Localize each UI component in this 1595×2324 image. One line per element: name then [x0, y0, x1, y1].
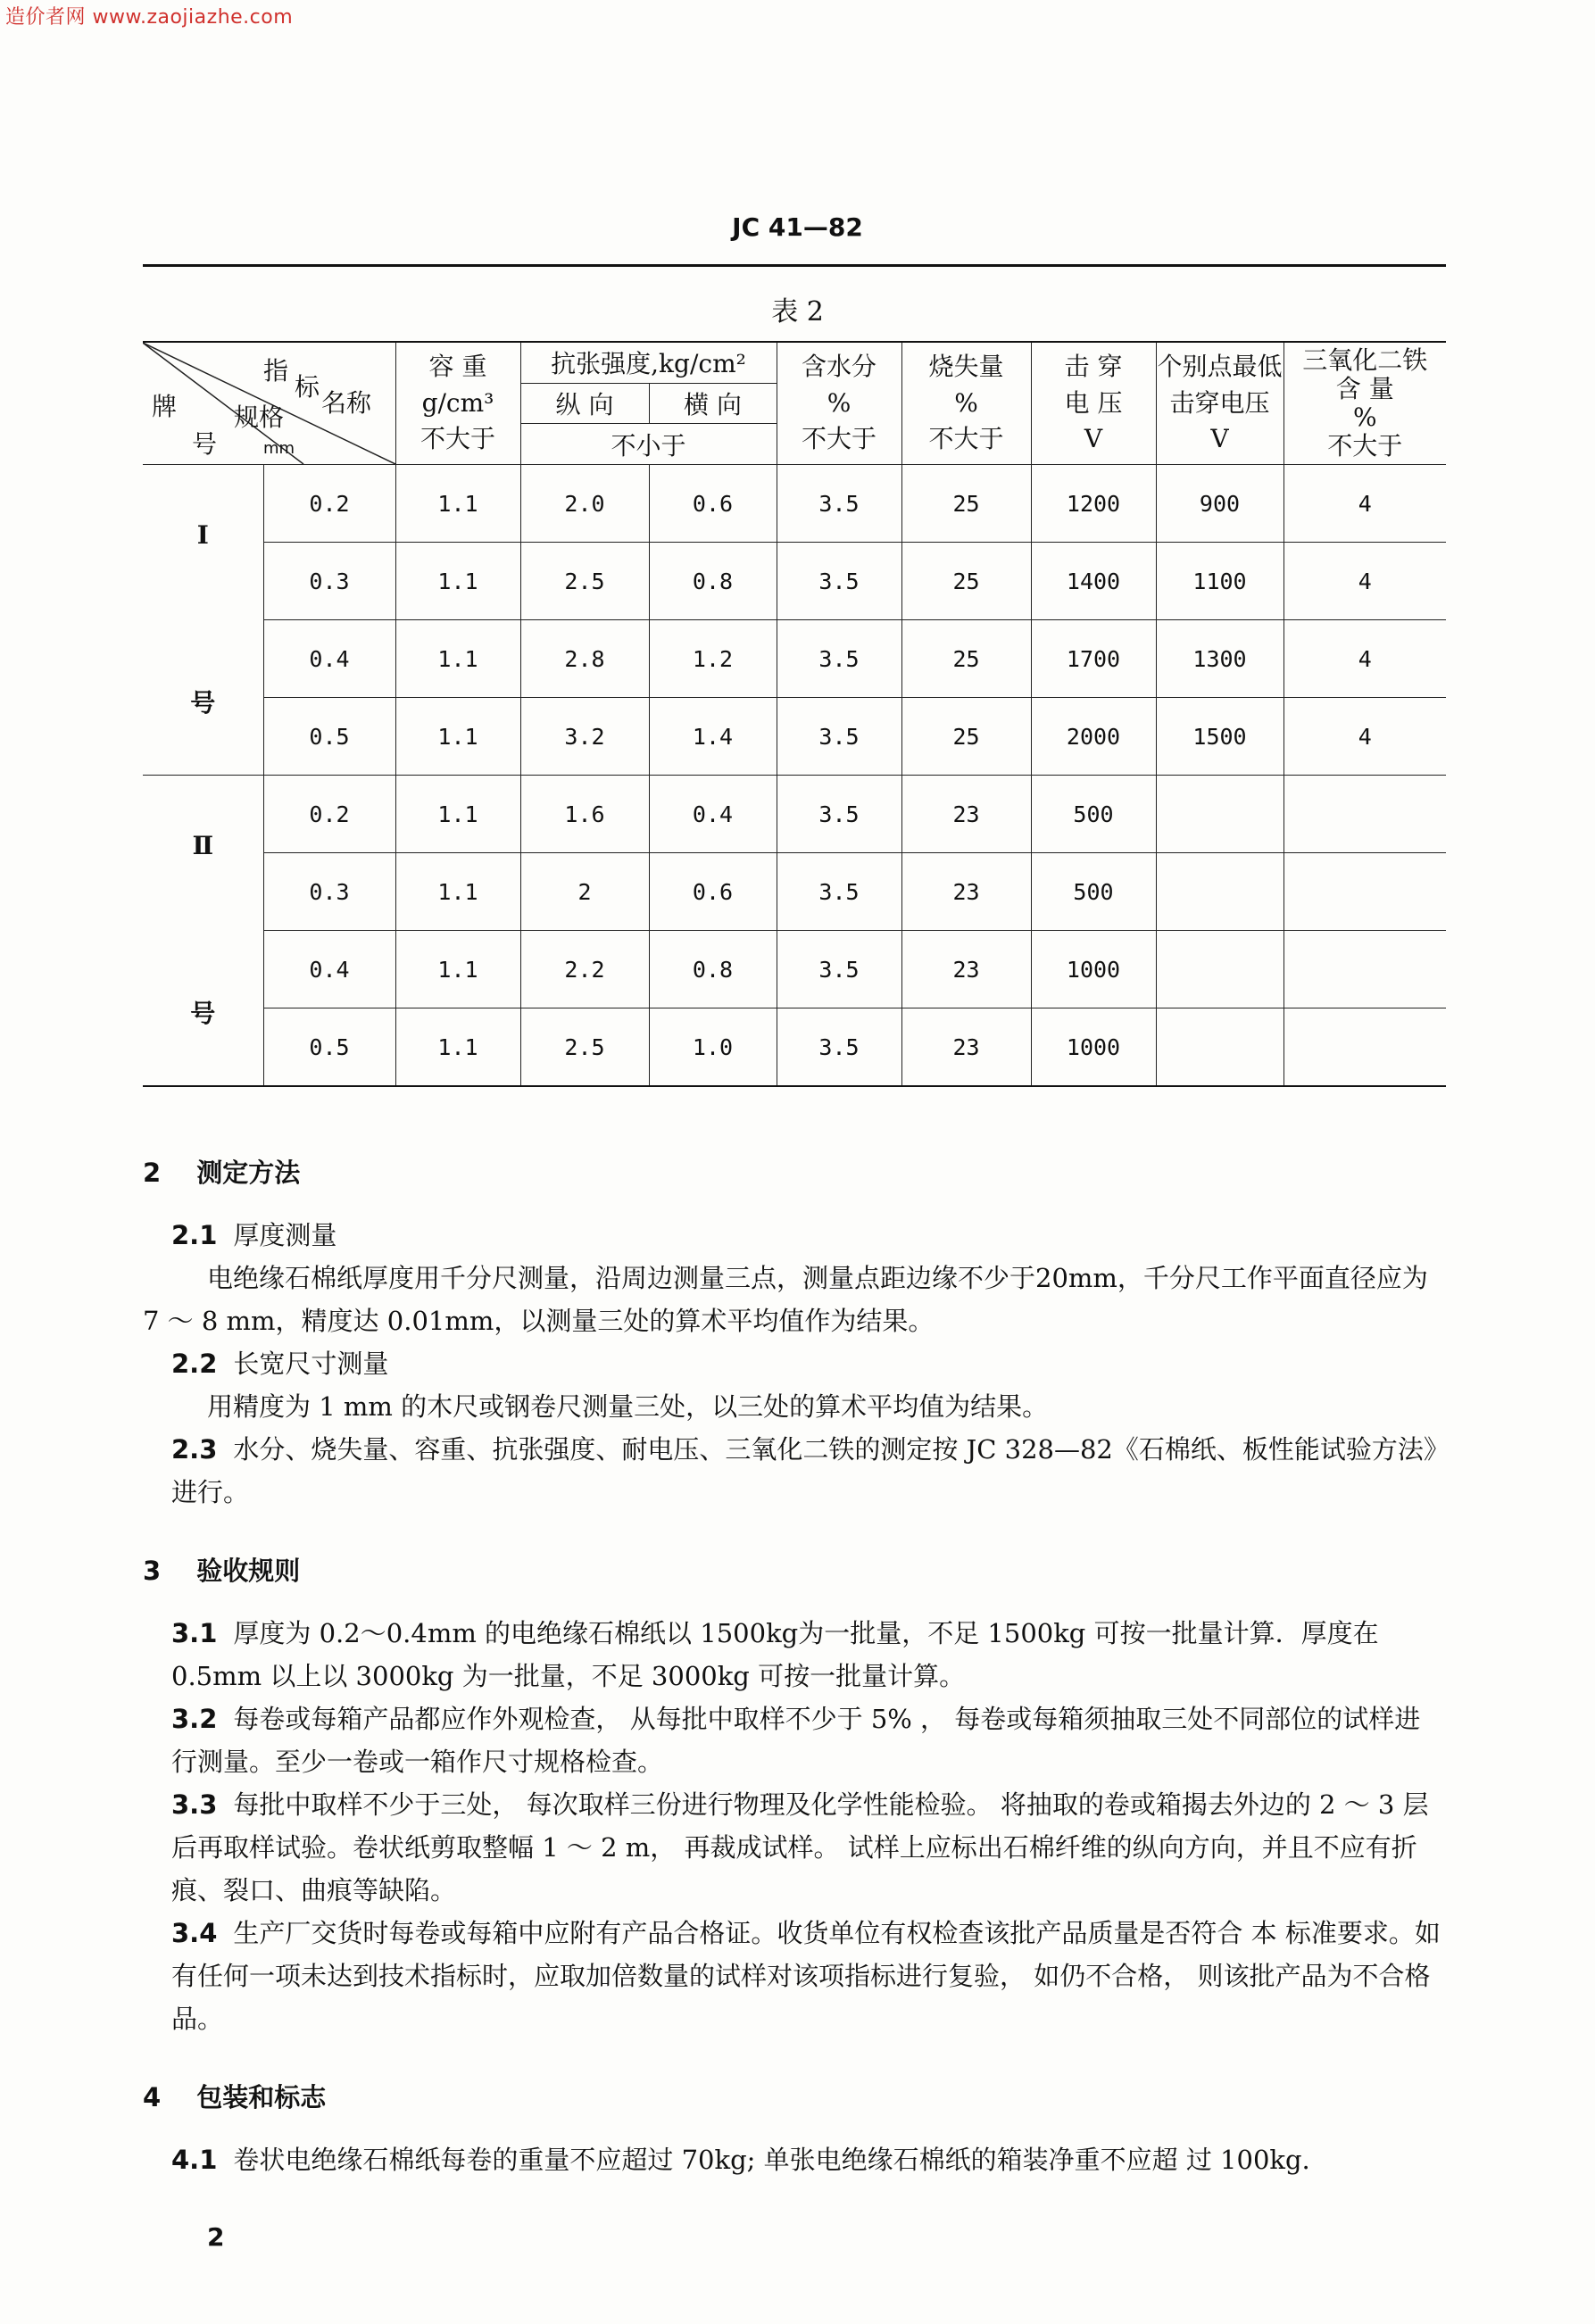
section-3-2-text: 每卷或每箱产品都应作外观检查， 从每批中取样不少于 5% ， 每卷或每箱须抽取三处不同部位的试样进行测量。至少一卷或一箱作尺寸规格检查。: [171, 1704, 1421, 1777]
cell-loss: 25: [901, 698, 1031, 776]
cell-fe: [1283, 853, 1446, 931]
cell-breakdown: 2000: [1031, 698, 1156, 776]
table-row: [143, 1008, 1446, 1087]
cell-fe: [1283, 931, 1446, 1008]
loss-header-l3: 不大于: [928, 424, 1004, 454]
section-4-1-number: 4.1: [171, 2145, 218, 2175]
cell-breakdown: 1000: [1031, 931, 1156, 1008]
cell-spec: 0.5: [263, 698, 395, 776]
min-breakdown-header-l1: 个别点最低: [1157, 352, 1283, 382]
header-rule: [143, 264, 1446, 267]
section-3-2-paragraph: [143, 1697, 1446, 1783]
spec-table-body: [143, 465, 1446, 1087]
cell-density: 1.1: [395, 853, 520, 931]
cell-moisture: 3.5: [777, 465, 901, 543]
density-header-l2: g/cm³: [421, 387, 494, 418]
section-4-1-text: 卷状电绝缘石棉纸每卷的重量不应超过 70kg; 单张电绝缘石棉纸的箱装净重不应超 过 100kg.: [233, 2145, 1310, 2175]
cell-long: 2.8: [520, 620, 649, 698]
fe-header: [1283, 342, 1446, 465]
cell-spec: 0.2: [263, 776, 395, 853]
cell-trans: 1.2: [649, 620, 777, 698]
cell-fe: 4: [1283, 465, 1446, 543]
moisture-header-l2: %: [827, 387, 851, 418]
table-row: [143, 620, 1446, 698]
cell-moisture: 3.5: [777, 698, 901, 776]
spec-table: [143, 341, 1446, 1087]
moisture-header-l1: 含水分: [801, 352, 876, 382]
cell-breakdown: 1400: [1031, 543, 1156, 620]
min-breakdown-header-l3: V: [1210, 424, 1229, 454]
section-4-heading: [143, 2076, 1446, 2119]
cell-trans: 0.6: [649, 465, 777, 543]
section-3-3-paragraph: [143, 1783, 1446, 1912]
table-row: [143, 931, 1446, 1008]
cell-density: 1.1: [395, 465, 520, 543]
cell-min-breakdown: 1300: [1156, 620, 1283, 698]
cell-density: 1.1: [395, 698, 520, 776]
cell-loss: 25: [901, 620, 1031, 698]
cell-moisture: 3.5: [777, 776, 901, 853]
diag-grade-label-2: 号: [192, 429, 218, 459]
diag-grade-label: 牌: [152, 392, 178, 421]
cell-loss: 23: [901, 931, 1031, 1008]
cell-long: 2.0: [520, 465, 649, 543]
cell-long: 3.2: [520, 698, 649, 776]
cell-breakdown: 1700: [1031, 620, 1156, 698]
cell-density: 1.1: [395, 620, 520, 698]
tensile-long-header: 纵 向: [520, 383, 649, 424]
section-4-title: 包装和标志: [196, 2082, 327, 2112]
cell-moisture: 3.5: [777, 1008, 901, 1087]
diag-name-label: 名称: [321, 388, 372, 418]
cell-min-breakdown: [1156, 776, 1283, 853]
cell-fe: 4: [1283, 620, 1446, 698]
main-text: [143, 1151, 1446, 2181]
fe-header-l1: 三氧化二铁: [1302, 344, 1428, 375]
grade-1-cell: [143, 465, 263, 776]
cell-trans: 1.0: [649, 1008, 777, 1087]
cell-spec: 0.3: [263, 853, 395, 931]
cell-fe: [1283, 776, 1446, 853]
section-2-number: 2: [143, 1158, 162, 1188]
section-2-2-title: 长宽尺寸测量: [233, 1349, 389, 1379]
tensile-trans-header: 横 向: [649, 383, 777, 424]
document-code: JC 41—82: [732, 212, 863, 242]
cell-trans: 0.4: [649, 776, 777, 853]
section-3-1-text: 厚度为 0.2～0.4mm 的电绝缘石棉纸以 1500kg为一批量，不足 1500kg 可按一批量计算．厚度在 0.5mm 以上以 3000kg 为一批量，不足 3000kg 可按一批量计算。: [171, 1618, 1379, 1691]
min-breakdown-header: [1156, 342, 1283, 465]
section-2-1-heading: [143, 1214, 1446, 1257]
cell-loss: 23: [901, 776, 1031, 853]
section-3-number: 3: [143, 1556, 162, 1586]
section-2-2-heading: [143, 1342, 1446, 1385]
section-3-4-paragraph: [143, 1912, 1446, 2040]
breakdown-header-l1: 击 穿: [1064, 352, 1123, 382]
cell-loss: 25: [901, 465, 1031, 543]
section-3-title: 验收规则: [196, 1556, 301, 1586]
cell-long: 2.2: [520, 931, 649, 1008]
cell-spec: 0.5: [263, 1008, 395, 1087]
cell-min-breakdown: 900: [1156, 465, 1283, 543]
density-header: [395, 342, 520, 465]
section-2-2-text: 用精度为 1 mm 的木尺或钢卷尺测量三处，以三处的算术平均值为结果。: [207, 1391, 1049, 1422]
cell-fe: [1283, 1008, 1446, 1087]
diag-unit-label: mm: [263, 439, 295, 458]
section-3-2-number: 3.2: [171, 1704, 218, 1734]
table-row: [143, 853, 1446, 931]
diag-indicator-label: 指: [263, 356, 289, 386]
cell-long: 1.6: [520, 776, 649, 853]
cell-spec: 0.2: [263, 465, 395, 543]
moisture-header-l3: 不大于: [801, 424, 876, 454]
section-2-1-text: 电绝缘石棉纸厚度用千分尺测量，沿周边测量三点，测量点距边缘不少于20mm，千分尺工作平面直径应为 7 ～ 8 mm，精度达 0.01mm，以测量三处的算术平均值作为结果。: [143, 1263, 1428, 1336]
cell-fe: 4: [1283, 698, 1446, 776]
section-2-3-paragraph: [143, 1428, 1446, 1514]
page-number: 2: [207, 2222, 225, 2252]
cell-loss: 23: [901, 1008, 1031, 1087]
cell-long: 2.5: [520, 1008, 649, 1087]
section-4-1-paragraph: [143, 2138, 1446, 2181]
cell-breakdown: 500: [1031, 853, 1156, 931]
watermark-text: 造价者网 www.zaojiazhe.com: [5, 6, 294, 29]
breakdown-header-l2: 电 压: [1064, 387, 1123, 418]
moisture-header: [777, 342, 901, 465]
fe-header-l4: 不大于: [1327, 431, 1403, 461]
fe-header-l2: 含 量: [1335, 373, 1394, 403]
section-2-1-number: 2.1: [171, 1220, 218, 1250]
diag-indicator-label-2: 标: [295, 372, 320, 402]
section-2-3-text: 水分、烧失量、容重、抗张强度、耐电压、三氧化二铁的测定按 JC 328—82《石棉纸、板性能试验方法》进行。: [171, 1434, 1437, 1507]
breakdown-header-l3: V: [1084, 424, 1103, 454]
diag-spec-label: 规格: [234, 403, 285, 432]
cell-long: 2.5: [520, 543, 649, 620]
section-2-2-number: 2.2: [171, 1349, 218, 1379]
loss-header-l1: 烧失量: [928, 352, 1004, 382]
cell-breakdown: 1200: [1031, 465, 1156, 543]
section-3-3-number: 3.3: [171, 1789, 218, 1820]
cell-min-breakdown: [1156, 931, 1283, 1008]
cell-min-breakdown: 1500: [1156, 698, 1283, 776]
section-3-heading: [143, 1549, 1446, 1592]
table-title: 表 2: [771, 296, 824, 328]
cell-moisture: 3.5: [777, 931, 901, 1008]
cell-density: 1.1: [395, 1008, 520, 1087]
cell-trans: 1.4: [649, 698, 777, 776]
cell-moisture: 3.5: [777, 853, 901, 931]
cell-density: 1.1: [395, 776, 520, 853]
grade-suffix: 号: [190, 688, 216, 718]
cell-loss: 25: [901, 543, 1031, 620]
cell-moisture: 3.5: [777, 543, 901, 620]
diagonal-header-cell: [143, 342, 395, 465]
cell-trans: 0.8: [649, 543, 777, 620]
cell-loss: 23: [901, 853, 1031, 931]
cell-long: 2: [520, 853, 649, 931]
fe-header-l3: %: [1352, 403, 1377, 432]
section-2-1-title: 厚度测量: [233, 1220, 337, 1250]
cell-min-breakdown: [1156, 853, 1283, 931]
cell-min-breakdown: [1156, 1008, 1283, 1087]
section-2-title: 测定方法: [196, 1158, 301, 1188]
table-row: [143, 776, 1446, 853]
grade-2-cell: [143, 776, 263, 1087]
cell-spec: 0.3: [263, 543, 395, 620]
cell-trans: 0.8: [649, 931, 777, 1008]
section-3-1-number: 3.1: [171, 1618, 218, 1648]
section-2-3-number: 2.3: [171, 1434, 218, 1465]
cell-fe: 4: [1283, 543, 1446, 620]
cell-breakdown: 1000: [1031, 1008, 1156, 1087]
section-4-number: 4: [143, 2082, 162, 2112]
cell-spec: 0.4: [263, 620, 395, 698]
section-3-4-number: 3.4: [171, 1918, 218, 1948]
section-3-4-text: 生产厂交货时每卷或每箱中应附有产品合格证。收货单位有权检查该批产品质量是否符合 本 标准要求。如有任何一项未达到技术指标时，应取加倍数量的试样对该项指标进行复验， 如仍不合格， 则该批产品为不合格品。: [171, 1918, 1441, 2034]
tensile-header: 抗张强度,kg/cm²: [520, 342, 777, 383]
grade-label: Ⅱ: [192, 831, 214, 860]
cell-moisture: 3.5: [777, 620, 901, 698]
tensile-min-header: 不小于: [520, 424, 777, 465]
table-row: [143, 543, 1446, 620]
grade-label: I: [196, 520, 209, 550]
min-breakdown-header-l2: 击穿电压: [1169, 387, 1270, 418]
cell-spec: 0.4: [263, 931, 395, 1008]
cell-min-breakdown: 1100: [1156, 543, 1283, 620]
section-3-1-paragraph: [143, 1612, 1446, 1697]
section-3-3-text: 每批中取样不少于三处， 每次取样三份进行物理及化学性能检验。 将抽取的卷或箱揭去外边的 2 ～ 3 层后再取样试验。卷状纸剪取整幅 1 ～ 2 m， 再裁成试样。 试样上应标出石棉纤维的纵向方向，并且不应有折痕、裂口、曲痕等缺陷。: [171, 1789, 1429, 1905]
cell-trans: 0.6: [649, 853, 777, 931]
breakdown-header: [1031, 342, 1156, 465]
cell-breakdown: 500: [1031, 776, 1156, 853]
grade-suffix: 号: [190, 999, 216, 1028]
cell-density: 1.1: [395, 931, 520, 1008]
table-row: [143, 698, 1446, 776]
table-row: [143, 465, 1446, 543]
density-header-l3: 不大于: [420, 424, 495, 454]
loss-header: [901, 342, 1031, 465]
cell-density: 1.1: [395, 543, 520, 620]
density-header-l1: 容 重: [428, 352, 487, 382]
section-2-heading: [143, 1151, 1446, 1194]
loss-header-l2: %: [954, 387, 978, 418]
